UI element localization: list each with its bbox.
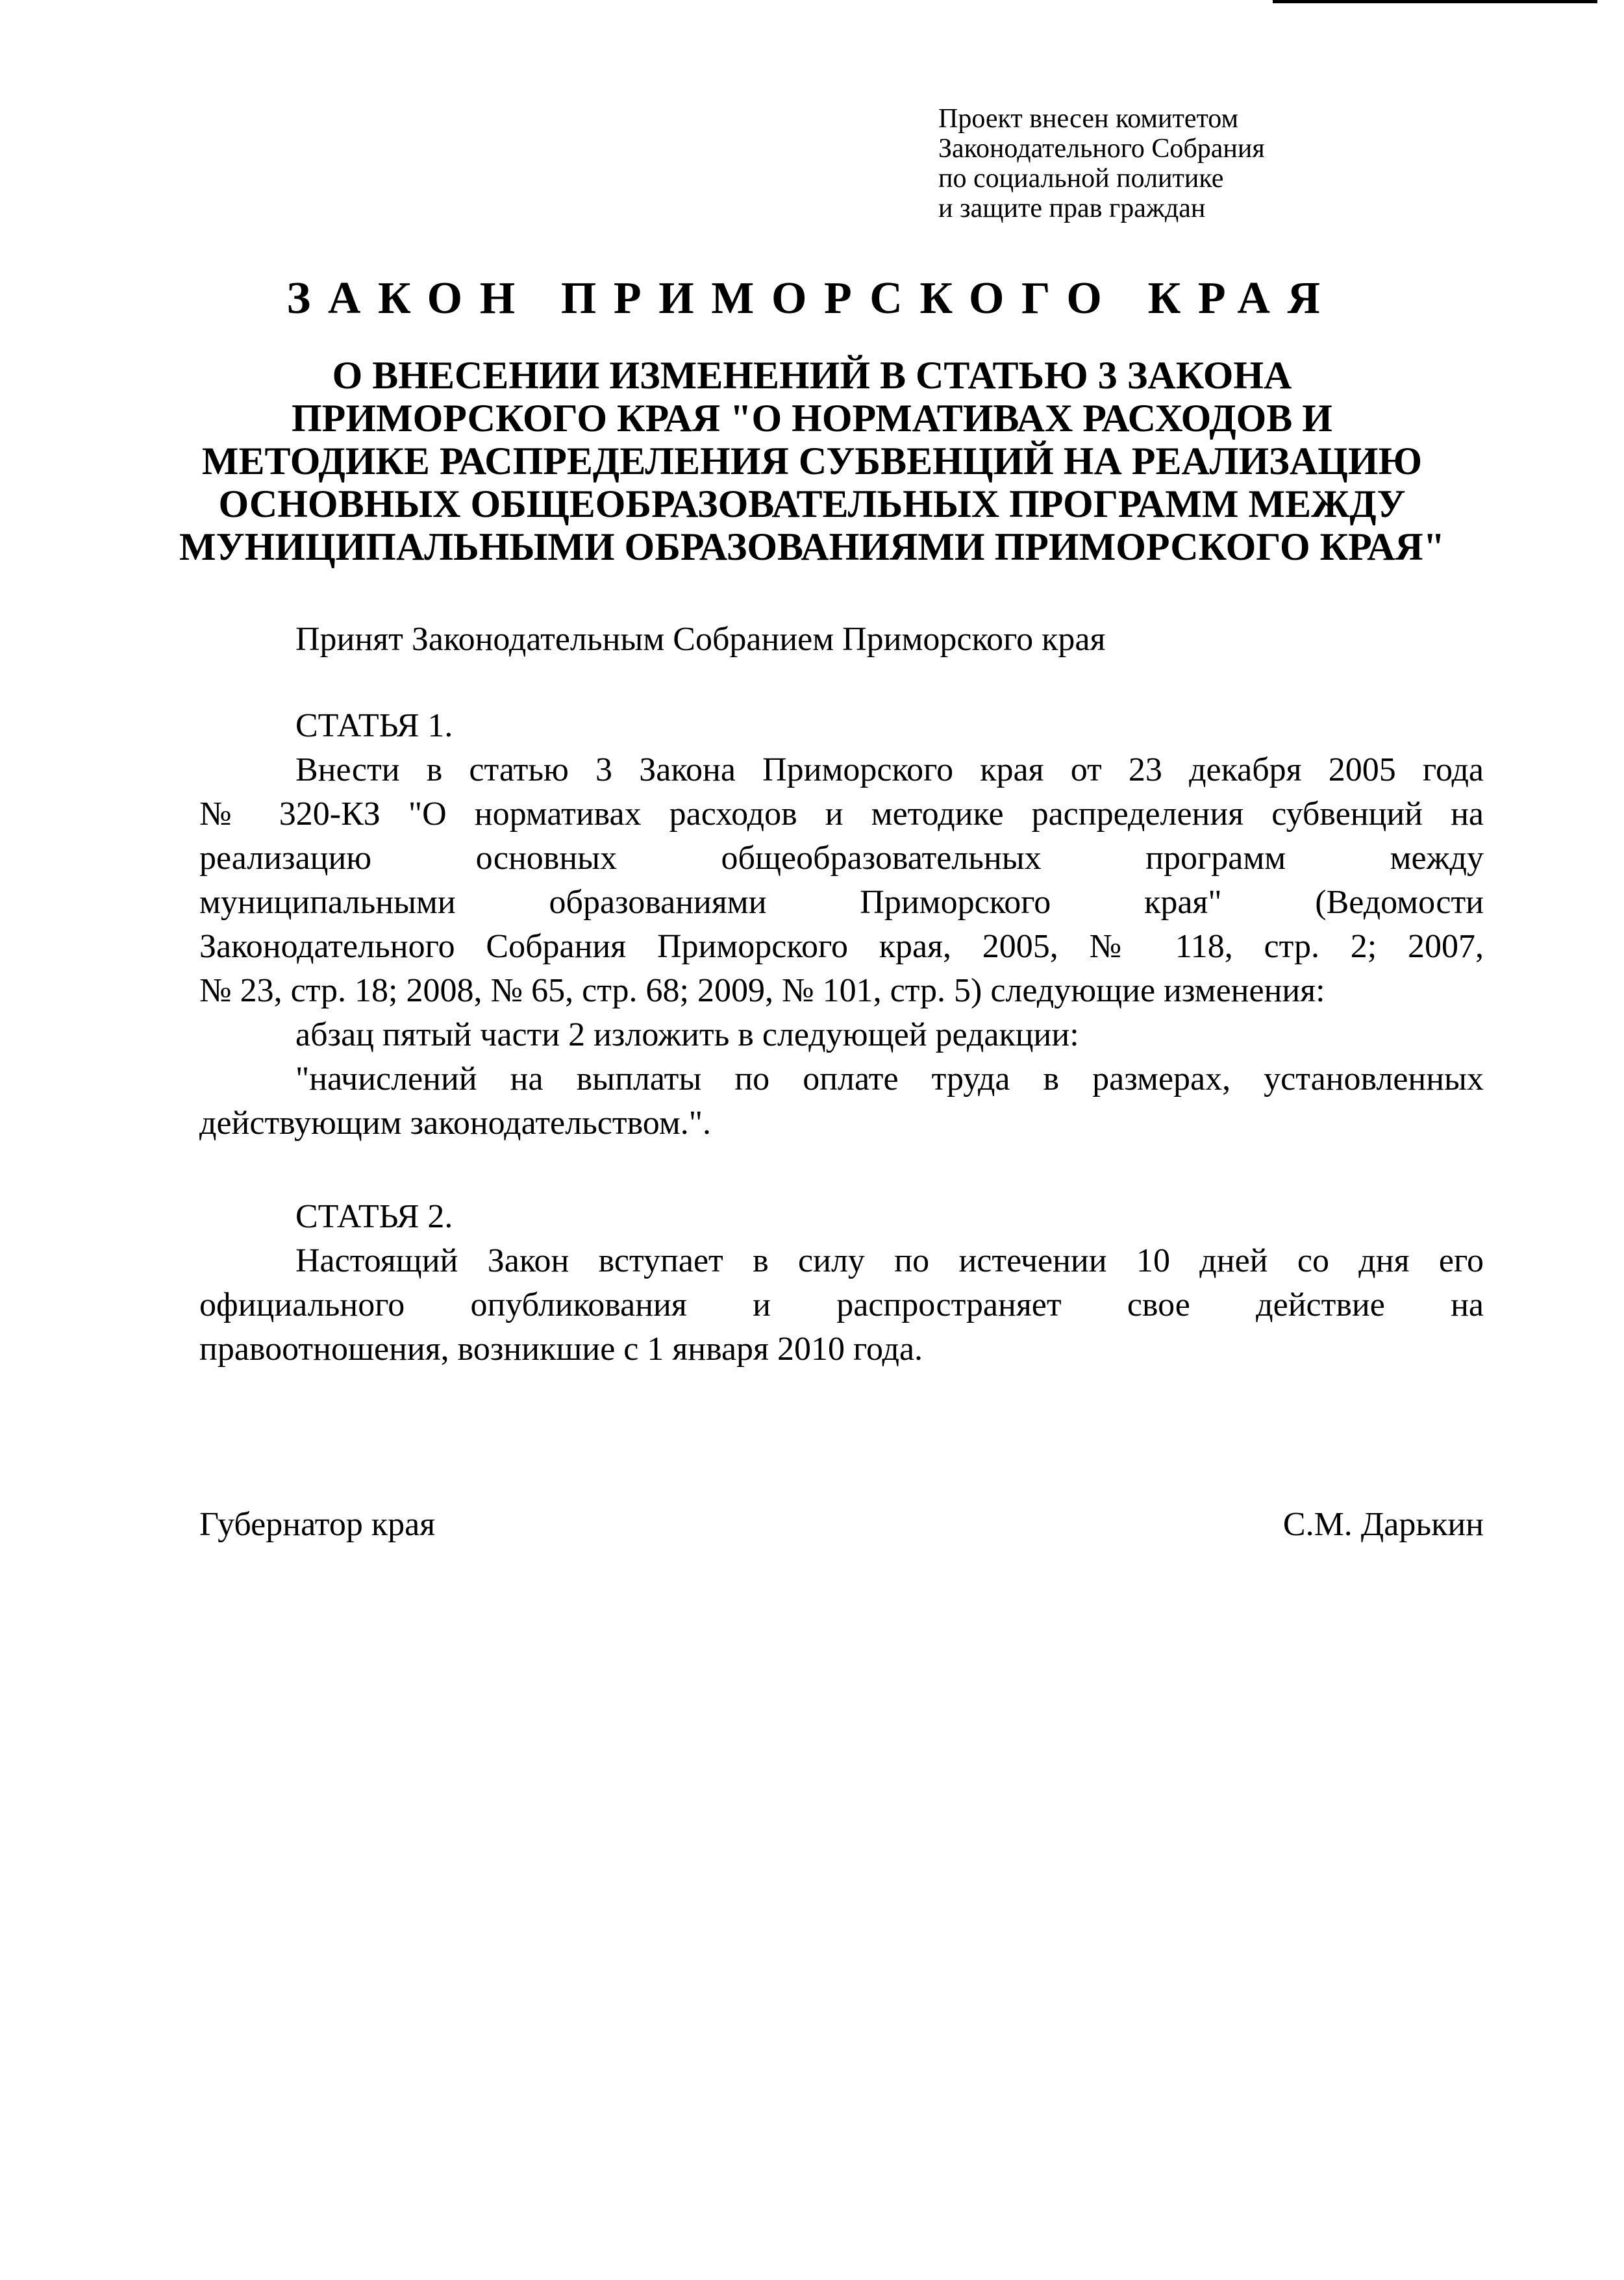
- article-text-line: муниципальными образованиями Приморского края" (Ведомости: [199, 884, 1484, 921]
- article-2: [199, 1195, 1484, 1372]
- signatory-position: Губернатор края: [199, 1506, 436, 1543]
- note-line: и защите прав граждан: [938, 194, 1206, 223]
- article-text-line: реализацию основных общеобразовательных программ между: [199, 840, 1484, 877]
- law-title: ЗАКОН ПРИМОРСКОГО КРАЯ: [286, 273, 1338, 323]
- article-text-line: Внести в статью 3 Закона Приморского края от 23 декабря 2005 года: [295, 751, 1484, 788]
- article-text-line: правоотношения, возникшие с 1 января 2010 года.: [199, 1331, 923, 1368]
- article-text-line: "начислений на выплаты по оплате труда в размерах, установленных: [295, 1060, 1484, 1097]
- signatory-name: С.М. Дарькин: [1282, 1506, 1484, 1543]
- subtitle-line: МУНИЦИПАЛЬНЫМИ ОБРАЗОВАНИЯМИ ПРИМОРСКОГО КРАЯ": [179, 525, 1445, 568]
- note-line: Проект внесен комитетом: [938, 104, 1239, 134]
- article-heading: СТАТЬЯ 1.: [295, 707, 453, 744]
- note-line: по социальной политике: [938, 164, 1224, 194]
- article-text-line: № 320-КЗ "О нормативах расходов и методике распределения субвенций на: [199, 795, 1484, 833]
- signature-block: [199, 1505, 1484, 1544]
- subtitle-line: ПРИМОРСКОГО КРАЯ "О НОРМАТИВАХ РАСХОДОВ И: [292, 397, 1332, 440]
- scan-edge-line: [1273, 0, 1597, 3]
- law-subtitle: [0, 354, 1624, 568]
- article-text-line: Законодательного Собрания Приморского края, 2005, № 118, стр. 2; 2007,: [199, 928, 1484, 965]
- adopted-by: Принят Законодательным Собранием Приморского края: [295, 621, 1106, 658]
- note-line: Законодательного Собрания: [938, 134, 1265, 164]
- subtitle-line: МЕТОДИКЕ РАСПРЕДЕЛЕНИЯ СУБВЕНЦИЙ НА РЕАЛИЗАЦИЮ: [201, 440, 1423, 482]
- project-submitted-note: [938, 104, 1265, 223]
- article-text-line: официального опубликования и распространяет свое действие на: [199, 1286, 1484, 1323]
- subtitle-line: О ВНЕСЕНИИ ИЗМЕНЕНИЙ В СТАТЬЮ 3 ЗАКОНА: [332, 354, 1292, 397]
- article-text-line: Настоящий Закон вступает в силу по истечении 10 дней со дня его: [295, 1242, 1484, 1279]
- article-heading: СТАТЬЯ 2.: [295, 1198, 453, 1235]
- article-1: [199, 704, 1484, 1146]
- article-text-line: № 23, стр. 18; 2008, № 65, стр. 68; 2009, № 101, стр. 5) следующие изменения:: [199, 972, 1325, 1009]
- article-text-line: действующим законодательством.".: [199, 1105, 711, 1142]
- subtitle-line: ОСНОВНЫХ ОБЩЕОБРАЗОВАТЕЛЬНЫХ ПРОГРАММ МЕЖДУ: [218, 482, 1406, 525]
- article-text-line: абзац пятый части 2 изложить в следующей редакции:: [295, 1016, 1079, 1053]
